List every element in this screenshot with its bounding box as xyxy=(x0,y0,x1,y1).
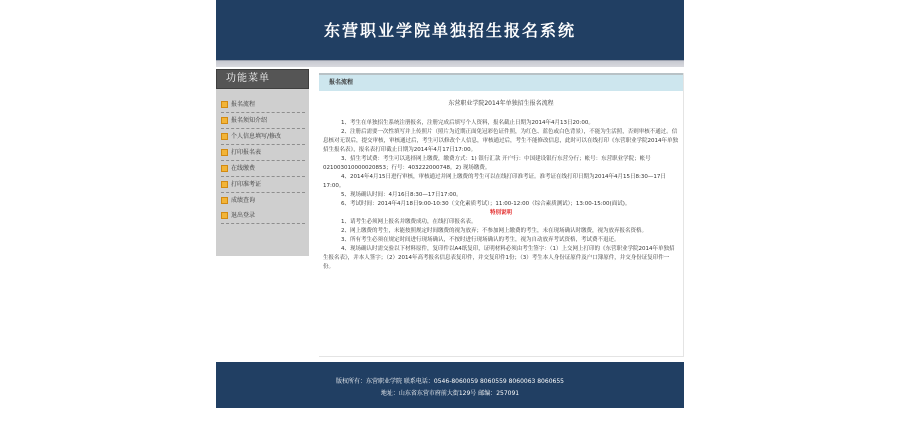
footer-address: 地址：山东省东营市府前大街129号 邮编：257091 xyxy=(380,390,520,397)
sidebar-item-label: 报名流程 xyxy=(231,100,256,108)
sidebar-item-print-admission-ticket[interactable] xyxy=(221,177,305,193)
process-step: 6、考试时间：2014年4月18日9:00-10:30（文化素质考试）；11:00-12:00（综合素质测试）；13:00-15:00(面试)。 xyxy=(341,201,631,207)
folder-icon xyxy=(221,181,228,188)
footer-copyright-contact: 版权所有：东营职业学院 联系电话：0546-8060059 8060559 8060063 8060655 xyxy=(336,378,564,385)
sidebar-item-label: 个人信息填写/修改 xyxy=(231,132,282,140)
folder-icon xyxy=(221,101,228,108)
document-body xyxy=(319,99,683,272)
notice-heading: 特别说明 xyxy=(489,210,512,216)
process-step: 4、2014年4月15日进行审核，审核通过并网上缴费的考生可以在线打印准考证。准考证在线打印日期为2014年4月15日8:30—17日17:00。 xyxy=(323,174,666,189)
header-banner xyxy=(216,0,684,60)
folder-icon xyxy=(221,165,228,172)
site-title: 东营职业学院单独招生报名系统 xyxy=(323,21,576,40)
process-step: 1、考生在单独招生系统注册报名，注册完成后填写个人资料，报名截止日期为2014年4月13日20:00。 xyxy=(341,120,594,126)
main-body xyxy=(216,67,684,359)
process-step: 3、招生考试费：考生可以选择网上缴费，缴费方式：1) 银行汇款 开户行：中国建设银行东营分行；帐号：东营职业学院；帐号021003010000020853；行号：403222000748。2) 现场缴费。 xyxy=(323,156,651,171)
sidebar-item-logout[interactable] xyxy=(221,208,305,224)
sidebar-item-label: 报名须知介绍 xyxy=(231,116,268,124)
process-step: 5、现场确认时间：4月16日8:30—17日17:00。 xyxy=(341,192,462,198)
folder-icon xyxy=(221,133,228,140)
sidebar-item-registration-notice[interactable] xyxy=(221,113,305,129)
sidebar-item-label: 打印准考证 xyxy=(231,180,262,188)
sidebar-item-label: 打印报名表 xyxy=(231,148,262,156)
notice-item: 1、请考生必须网上报名并缴费成功，在线打印报名表。 xyxy=(341,219,477,225)
header-divider xyxy=(216,60,684,67)
folder-icon xyxy=(221,197,228,204)
sidebar-item-label: 在线缴费 xyxy=(231,164,256,172)
document-title: 东营职业学院2014年单独招生报名流程 xyxy=(448,100,554,107)
folder-icon xyxy=(221,117,228,124)
sidebar-item-registration-process[interactable] xyxy=(221,97,305,113)
sidebar-item-label: 成绩查询 xyxy=(231,196,256,204)
folder-icon xyxy=(221,149,228,156)
content-section-title: 报名流程 xyxy=(319,73,683,91)
sidebar-item-label: 退出登录 xyxy=(231,211,256,219)
sidebar-title: 功能菜单 xyxy=(216,69,309,89)
sidebar-item-print-form[interactable] xyxy=(221,145,305,161)
page-wrapper xyxy=(216,0,684,359)
content-panel xyxy=(319,73,684,357)
notice-item: 3、所有考生必须在规定时间进行现场确认，不按时进行现场确认的考生，视为自动放弃考试资格，考试费不退还。 xyxy=(341,237,620,243)
sidebar-item-score-query[interactable] xyxy=(221,193,305,208)
folder-icon xyxy=(221,212,228,219)
notice-item: 2、网上缴费的考生，未能按照规定时间缴费的视为放弃；不参加网上缴费的考生，未在现场确认时缴费，视为放弃报名资格。 xyxy=(341,228,648,234)
process-step: 2、注册后需要一次性填写并上传照片（照片为近期正面免冠彩色证件照，为红色、蓝色或白色背景），不能为生活照，否则审核不通过。信息核对无误后，提交审核，审核通过后，考生可以修改个人信息，审核通过后，考生不能修改信息，此时可以在线打印《东营职业学院2014年单独招生报名表》，报名表打印截止日期为2014年4月17日17:00。 xyxy=(323,129,679,153)
notice-item: 4、现场确认时需交验以下材料原件，复印件以A4纸复印，证明材料必须由考生签字：（1）上交网上打印的《东营职业学院2014年单独招生报名表》，并本人签字；（2）2014年高考报名信息表复印件，并交复印件1份；（3）考生本人身份证原件及户口簿原件，并交身份证复印件一份。 xyxy=(323,246,675,270)
sidebar-menu xyxy=(216,97,309,224)
sidebar-item-online-payment[interactable] xyxy=(221,161,305,177)
sidebar-item-edit-info[interactable] xyxy=(221,129,305,145)
sidebar xyxy=(216,69,309,256)
footer xyxy=(216,362,684,408)
